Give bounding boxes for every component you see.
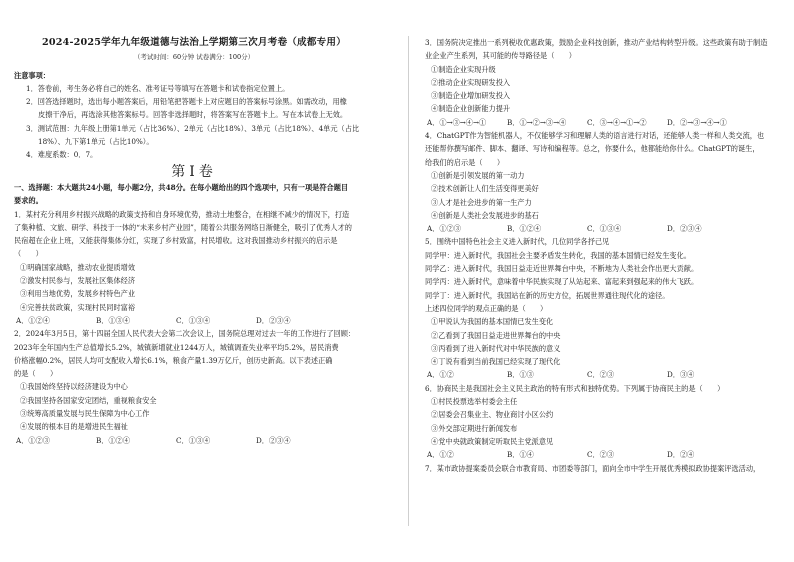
question-option: ③人才是社会进步的第一生产力 <box>431 197 532 207</box>
question-text: 给我们的启示是（ ） <box>425 157 505 167</box>
question-text: 同学乙：进入新时代，我国日益走近世界舞台中央，不断地为人类社会作出更大贡献。 <box>425 264 699 274</box>
question-text: 2023年全年国内生产总值增长5.2%，城镇新增就业1244万人，城镇调查失业率平均5.2%，居民消费 <box>14 342 339 352</box>
question-text: 价格涨幅0.2%，居民人均可支配收入增长6.1%，粮食产量1.39万亿斤，创历史新高。以下表述正确 <box>14 355 333 365</box>
question-option: ②居委会召集业主、物业商讨小区公约 <box>431 410 554 420</box>
question-option: ①创新是引领发展的第一动力 <box>431 170 525 180</box>
question-option: ④发展的根本目的是增进民生福祉 <box>20 422 128 432</box>
answer-choice[interactable]: A．①②④ <box>16 315 50 325</box>
question <box>425 235 785 381</box>
question-option: ④丁说有看到当前我国已经实现了现代化 <box>431 357 561 367</box>
left-questions <box>14 208 374 447</box>
notice-item: 4．难度系数：0．7。 <box>26 150 98 160</box>
answer-choices <box>14 434 374 447</box>
question-option: ①我国始终坚持以经济建设为中心 <box>20 382 128 392</box>
question-option: ①村民投票选举村委会主任 <box>431 397 518 407</box>
question-text: 还能帮你撰写邮件、脚本、翻译、写诗和编程等。总之，你要什么，他都能给你什么。ChatGPT的诞生， <box>425 144 760 154</box>
notice-item: 1．答卷前，考生务必将自己的姓名、准考证号等填写在答题卡和试卷指定位置上。 <box>26 83 290 93</box>
question-text: 1．某村充分利用乡村振兴战略的政策支持和自身环境优势，推动土地整合，在相继不减少的情况下，打造 <box>14 209 350 219</box>
question-text: 同学丁：进入新时代，我国站在新的历史方位，拓展世界通往现代化的途径。 <box>425 290 670 300</box>
question-option: ③利用当地优势，发展乡村特色产业 <box>20 289 136 299</box>
answer-choice[interactable]: C．③→④→①→② <box>587 117 647 127</box>
answer-choices <box>14 314 374 327</box>
answer-choice[interactable]: D．②④ <box>667 450 695 460</box>
question-option: ④党中央就政策制定听取民主党派意见 <box>431 436 554 446</box>
answer-choice[interactable]: D．②→③→④→① <box>667 117 727 127</box>
question-text: （ ） <box>14 249 43 259</box>
question-option: ①制造企业实现升级 <box>431 64 496 74</box>
question-option: ④制造企业创新能力提升 <box>431 104 511 114</box>
question <box>425 462 785 475</box>
part-intro: 要求的。 <box>14 196 43 206</box>
question-option: ③统筹高质量发展与民生保障为中心工作 <box>20 409 150 419</box>
answer-choice[interactable]: B．①②④ <box>507 224 542 234</box>
question-text: 3．国务院决定推出一系列税收优惠政策，鼓励企业科技创新，推动产业结构转型升级。这些政策有助于制造 <box>425 38 768 47</box>
answer-choice[interactable]: B．①③ <box>507 370 534 380</box>
question-option: ①明确国家战略，推动农业提质增效 <box>20 262 136 272</box>
answer-choice[interactable]: C．①③④ <box>587 224 622 234</box>
question-option: ②激发村民参与，发展社区集体经济 <box>20 276 136 286</box>
notice-item: 3．测试范围：九年级上册第1单元（占比36%）、2单元（占比18%）、3单元（占比18%）、4单元（占比 <box>26 123 360 133</box>
answer-choice[interactable]: A．①②③ <box>16 435 50 445</box>
question-text: 7．某市政协提案委员会联合市教育局、市团委等部门，面向全市中学生开展优秀模拟政协提案评选活动， <box>425 463 761 473</box>
answer-choice[interactable]: D．②③④ <box>256 435 291 445</box>
notice-item: 18%）、九下第1单元（占比10%）。 <box>38 137 154 147</box>
question-text: 上述四位同学的观点正确的是（ ） <box>425 303 548 313</box>
left-column <box>14 36 374 447</box>
question <box>425 382 785 462</box>
question-option: ③丙看到了进入新时代对中华民族的意义 <box>431 343 561 353</box>
question-text: 的是（ ） <box>14 369 58 379</box>
question-option: ④创新是人类社会发展进步的基石 <box>431 210 539 220</box>
question-option: ②推动企业实现研发投入 <box>431 77 511 87</box>
part-intro: 一、选择题：本大题共24小题，每小题2分，共48分。在每小题给出的四个选项中，只有一项是符合题目 <box>14 182 349 192</box>
answer-choice[interactable]: C．②③ <box>587 450 615 460</box>
question-text: 同学甲：进入新时代，我国社会主要矛盾发生转化，我国的基本国情已经发生变化。 <box>425 250 691 260</box>
question-text: 5．围绕中国特色社会主义进入新时代，几位同学各抒己见 <box>425 237 610 247</box>
question-text: 同学丙：进入新时代，意味着中华民族实现了从站起来、富起来到强起来的伟大飞跃。 <box>425 277 699 287</box>
answer-choice[interactable]: A．①②③ <box>427 224 461 234</box>
question <box>14 327 374 447</box>
answer-choices <box>425 448 785 461</box>
answer-choice[interactable]: D．②③④ <box>667 224 702 234</box>
column-divider <box>408 36 409 526</box>
answer-choice[interactable]: C．②③ <box>587 370 615 380</box>
question-option: ③制造企业增加研发投入 <box>431 91 511 101</box>
answer-choice[interactable]: B．①③④ <box>96 315 131 325</box>
answer-choice[interactable]: C．①③④ <box>176 315 211 325</box>
question-option: ②乙看到了我国日益走进世界舞台的中央 <box>431 330 561 340</box>
question <box>14 208 374 328</box>
right-column <box>425 36 785 475</box>
exam-subtitle: （考试时间：60分钟 试卷满分：100分） <box>133 53 255 62</box>
question <box>425 36 785 129</box>
notice-heading: 注意事项： <box>14 70 50 80</box>
answer-choice[interactable]: A．①→③→④→① <box>427 117 487 127</box>
answer-choices <box>425 368 785 381</box>
question-option: ④完善扶贫政策，实现村民同时富裕 <box>20 302 136 312</box>
question-text: 了集种植、文旅、研学、科技于一体的“未来乡村产业园”，随着公共服务网络日渐健全，吸引了优秀人才的 <box>14 222 352 232</box>
question-option: ①甲说认为我国的基本国情已发生变化 <box>431 317 554 327</box>
notice-item: 皮擦干净后，再选涂其他答案标号。回答非选择题时，将答案写在答题卡上。写在本试卷上无效。 <box>38 110 348 120</box>
question-option: ③外交部定期进行新闻发布 <box>431 423 518 433</box>
question-text: 业企业产生系列，其可能的传导路径是（ ） <box>425 51 576 61</box>
answer-choice[interactable]: A．①② <box>427 450 454 460</box>
answer-choice[interactable]: B．①②④ <box>96 435 131 445</box>
question <box>425 129 785 235</box>
answer-choice[interactable]: D．②③④ <box>256 315 291 325</box>
right-questions <box>425 36 785 475</box>
answer-choice[interactable]: B．①→②→③→④ <box>507 117 567 127</box>
notice-item: 2．回答选择题时，选出每小题答案后，用铅笔把答题卡上对应题目的答案标号涂黑。如需改动，用橡 <box>26 97 347 107</box>
answer-choice[interactable]: D．③④ <box>667 370 695 380</box>
question-option: ②技术创新让人们生活变得更美好 <box>431 184 539 194</box>
answer-choices <box>425 222 785 235</box>
answer-choice[interactable]: A．①② <box>427 370 454 380</box>
answer-choice[interactable]: B．①④ <box>507 450 534 460</box>
question-text: 2．2024年3月5日，第十四届全国人民代表大会第二次会议上，国务院总理对过去一年的工作进行了回顾： <box>14 329 356 339</box>
question-text: 4．ChatGPT作为智能机器人，不仅能够学习和理解人类的语言进行对话，还能够人类一样和人类交流，也 <box>425 131 765 141</box>
section-heading: 第Ⅰ卷 <box>171 163 217 180</box>
exam-title: 2024-2025学年九年级道德与法治上学期第三次月考卷（成都专用） <box>41 37 347 48</box>
question-text: 民宿超在企业上班，又能获得集体分红，实现了乡村致富，村民增收。这对我国推动乡村振兴的启示是 <box>14 236 338 246</box>
question-text: 6．协商民主是我国社会主义民主政治的特有形式和独特优势。下列属于协商民主的是（ ） <box>425 383 725 393</box>
answer-choices <box>425 116 785 129</box>
answer-choice[interactable]: C．①③④ <box>176 435 211 445</box>
question-option: ②我国坚持各国家安定团结，重视粮食安全 <box>20 395 157 405</box>
